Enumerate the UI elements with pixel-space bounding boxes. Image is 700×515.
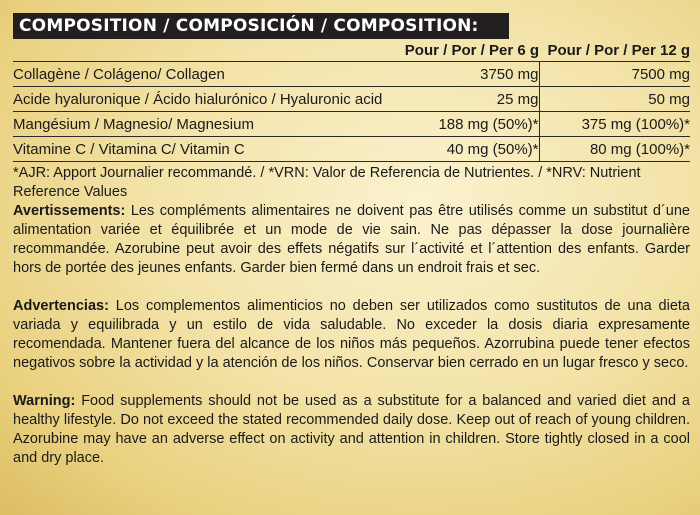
notes-section <box>13 164 690 468</box>
composition-panel <box>13 13 690 468</box>
table-row <box>13 62 690 87</box>
warning-text-fr: Les compléments alimentaires ne doivent pas être utilisés comme un substitut d´une alimentation variée et équilibrée et un mode de vie sain. Ne pas dépasser la dose journalière recommandée. Azorubine peut avoir des effets négatifs sur l´activité et l´attention des enfants. Garder hors de portée des jeunes enfants. Garder bien fermé dans un endroit frais et sec. <box>13 203 690 276</box>
warning-french <box>13 202 690 278</box>
value-12g: 50 mg <box>539 87 690 112</box>
table-header-row <box>13 39 690 62</box>
composition-title: COMPOSITION / COMPOSICIÓN / COMPOSITION: <box>13 13 509 39</box>
value-6g: 188 mg (50%)* <box>396 112 539 137</box>
warning-label-es: Advertencias: <box>13 298 109 314</box>
warning-label-fr: Avertissements: <box>13 203 126 219</box>
warning-spanish <box>13 297 690 373</box>
warning-label-en: Warning: <box>13 393 76 409</box>
reference-footnote: *AJR: Apport Journalier recommandé. / *VRN: Valor de Referencia de Nutrientes. / *NRV: Nutrient Reference Values <box>13 165 641 200</box>
table-row <box>13 112 690 137</box>
header-per-12g: Pour / Por / Per 12 g <box>547 41 690 59</box>
ingredient-name: Acide hyaluronique / Ácido hialurónico / Hyaluronic acid <box>13 87 396 112</box>
value-6g: 3750 mg <box>396 62 539 87</box>
value-12g: 7500 mg <box>539 62 690 87</box>
table-row <box>13 137 690 162</box>
warning-english <box>13 392 690 468</box>
composition-table <box>13 39 690 162</box>
header-per-6g: Pour / Por / Per 6 g <box>404 41 539 59</box>
header-empty-cell <box>13 39 396 62</box>
ingredient-name: Vitamine C / Vitamina C/ Vitamin C <box>13 137 396 162</box>
value-12g: 80 mg (100%)* <box>539 137 690 162</box>
table-row <box>13 87 690 112</box>
ingredient-name: Collagène / Colágeno/ Collagen <box>13 62 396 87</box>
value-12g: 375 mg (100%)* <box>539 112 690 137</box>
warning-text-es: Los complementos alimenticios no deben ser utilizados como sustitutos de una dieta variada y equilibrada y un estilo de vida saludable. No exceder la dosis diaria expresamente recomendada. Mantener fuera del alcance de los niños más pequeños. Azorrubina puede tener efectos negativos sobre la actividad y la atención de los niños. Conservar bien cerrado en un lugar fresco y seco. <box>13 298 690 371</box>
value-6g: 40 mg (50%)* <box>396 137 539 162</box>
value-6g: 25 mg <box>396 87 539 112</box>
warning-text-en: Food supplements should not be used as a substitute for a balanced and varied diet and a healthy lifestyle. Do not exceed the stated recommended daily dose. Keep out of reach of young children. Azorubine may have an adverse effect on activity and attention in children. Store tightly closed in a cool and dry place. <box>13 393 690 466</box>
ingredient-name: Mangésium / Magnesio/ Magnesium <box>13 112 396 137</box>
